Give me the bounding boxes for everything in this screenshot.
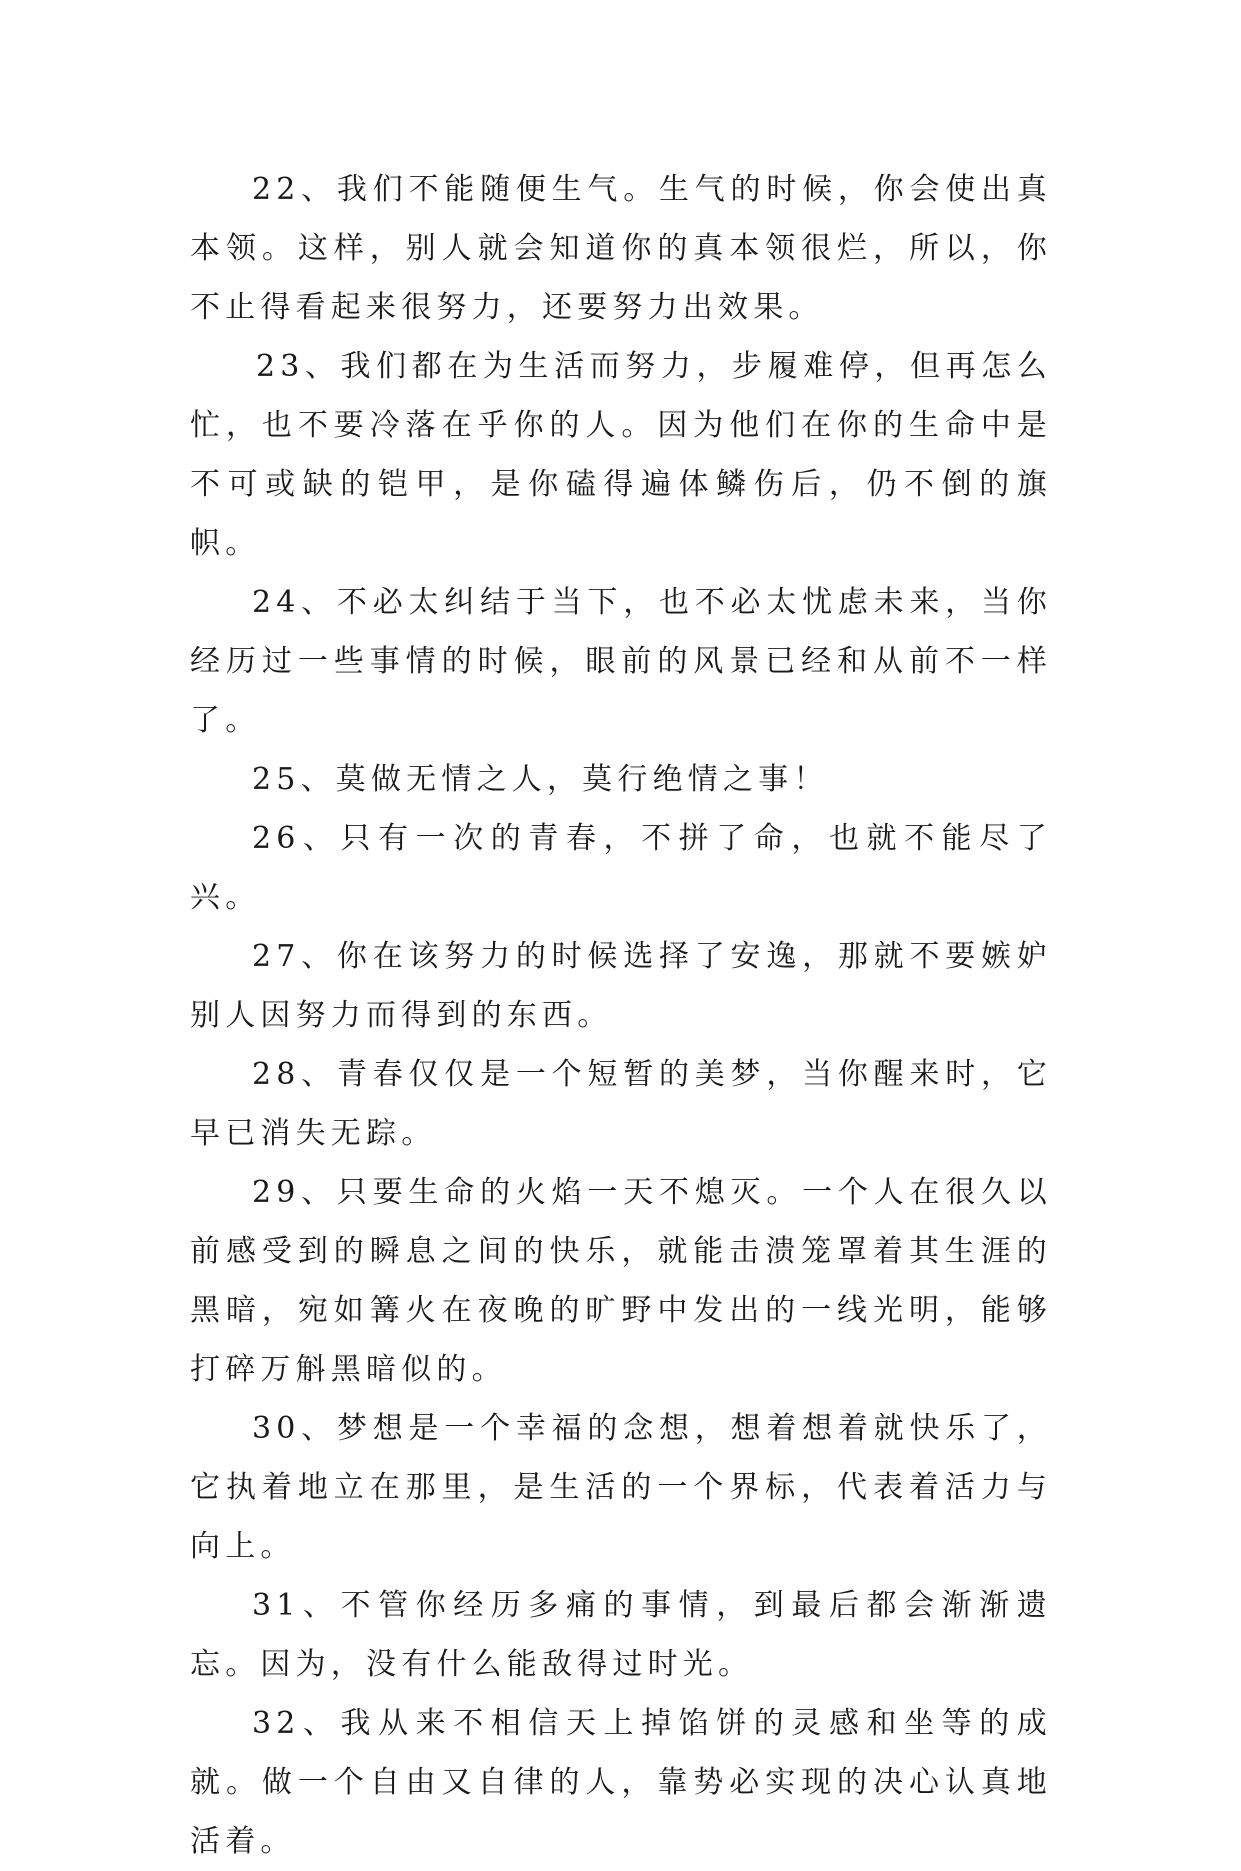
paragraph-23: 23、我们都在为生活而努力，步履难停，但再怎么忙，也不要冷落在乎你的人。因为他们在你的生命中是不可或缺的铠甲，是你磕得遍体鳞伤后，仍不倒的旗帜。 xyxy=(190,349,1052,561)
paragraph-31: 31、不管你经历多痛的事情，到最后都会渐渐遗忘。因为，没有什么能敌得过时光。 xyxy=(190,1588,1052,1682)
paragraph-32: 32、我从来不相信天上掉馅饼的灵感和坐等的成就。做一个自由又自律的人，靠势必实现的决心认真地活着。 xyxy=(190,1706,1052,1859)
paragraph-25: 25、莫做无情之人，莫行绝情之事！ xyxy=(252,762,829,797)
paragraph-30: 30、梦想是一个幸福的念想，想着想着就快乐了，它执着地立在那里，是生活的一个界标，代表着活力与向上。 xyxy=(190,1411,1052,1564)
paragraph-24: 24、不必太纠结于当下，也不必太忧虑未来，当你经历过一些事情的时候，眼前的风景已经和从前不一样了。 xyxy=(190,585,1052,738)
paragraph-22: 22、我们不能随便生气。生气的时候，你会使出真本领。这样，别人就会知道你的真本领很烂，所以，你不止得看起来很努力，还要努力出效果。 xyxy=(190,172,1052,325)
document-body xyxy=(190,160,1052,1871)
paragraph-27: 27、你在该努力的时候选择了安逸，那就不要嫉妒别人因努力而得到的东西。 xyxy=(190,939,1052,1033)
paragraph-28: 28、青春仅仅是一个短暂的美梦，当你醒来时，它早已消失无踪。 xyxy=(190,1057,1052,1151)
paragraph-26: 26、只有一次的青春，不拼了命，也就不能尽了兴。 xyxy=(190,821,1052,915)
paragraph-29: 29、只要生命的火焰一天不熄灭。一个人在很久以前感受到的瞬息之间的快乐，就能击溃笼罩着其生涯的黑暗，宛如篝火在夜晚的旷野中发出的一线光明，能够打碎万斛黑暗似的。 xyxy=(190,1175,1052,1387)
